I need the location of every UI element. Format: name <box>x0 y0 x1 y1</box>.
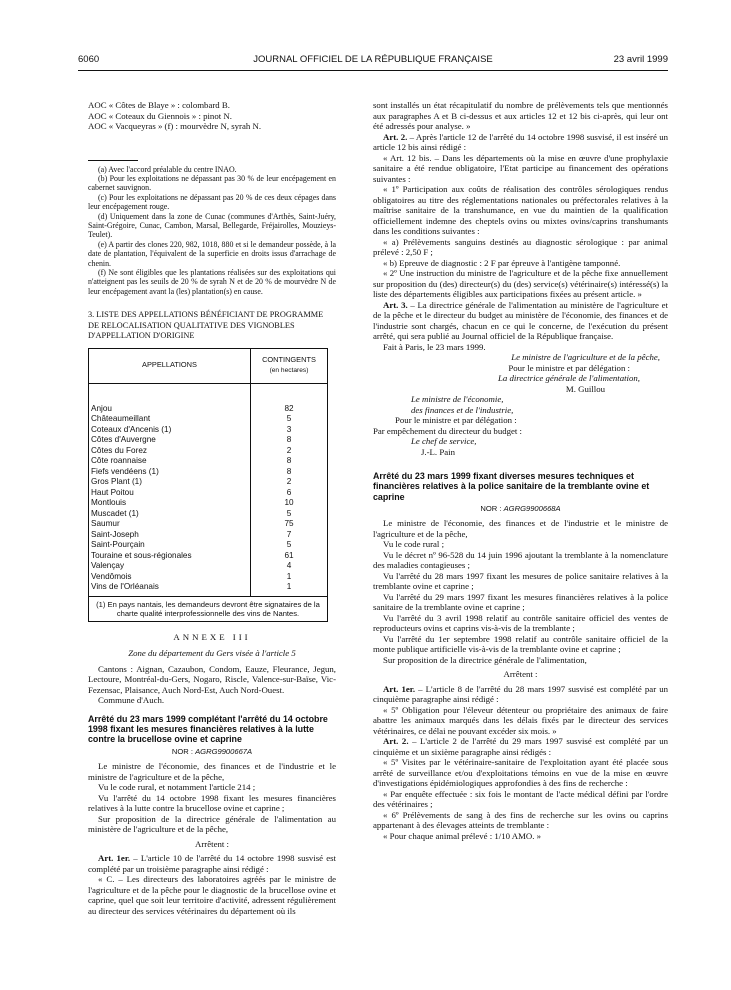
article-3: Art. 3. – La directrice générale de l'alimentation au ministère de l'agriculture et de la pêche et le directeur du budget au ministère de l'économie, des finances et de l'industrie sont chargés, chacun en ce qui le concerne, de l'exécution du présent arrêté, qui sera publié au Journal officiel de la République française. <box>373 299 668 341</box>
quote-6: « 6º Prélèvements de sang à des fins de recherche sur les ovins ou caprins appartenant à des élevages atteints de tremblante : <box>373 809 668 831</box>
footnote: (c) Pour les exploitations ne dépassant pas 20 % de ces deux cépages dans leur encépagement rouge. <box>88 192 336 212</box>
aoc-line: AOC « Coteaux du Giennois » : pinot N. <box>88 110 232 121</box>
footnote: (d) Uniquement dans la zone de Cunac (communes d'Arthès, Saint-Juéry, Saint-Grégoire, Cunac, Cambon, Marsal, Bellegarde, Fréjairolles, Mouzieys-Teulet). <box>88 211 336 240</box>
table-row: Côtes d'Auvergne 8 <box>89 435 328 446</box>
table-row: Anjou 82 <box>89 404 328 415</box>
footnote: (b) Pour les exploitations ne dépassant pas 30 % de leur encépagement en cabernet sauvignon. <box>88 173 336 193</box>
table-note: (1) En pays nantais, les demandeurs devront être signataires de la charte qualité interprofessionnelle des vins de Nantes. <box>89 596 328 621</box>
table-row: Vins de l'Orléanais 1 <box>89 582 328 596</box>
cantons-list: Cantons : Aignan, Cazaubon, Condom, Eauze, Fleurance, Jegun, Lectoure, Montréal-du-Gers, Nogaro, Riscle, Valence-sur-Baïse, Vic-Fezensac, Plaisance, Auch Nord-Est, Auch Nord-Ouest. <box>88 663 336 695</box>
paragraph: Vu l'arrêté du 14 octobre 1998 fixant les mesures financières relatives à la lutte contre la brucellose ovine et caprine ; <box>88 792 336 814</box>
table-row: Muscadet (1) 5 <box>89 509 328 520</box>
paragraph: Vu le décret nº 96-528 du 14 juin 1996 ajoutant la tremblante à la nomenclature des maladies contagieuses ; <box>373 549 668 571</box>
paragraph-1: « 1º Participation aux coûts de réalisation des contrôles sérologiques rendus obligatoires au titre des réglementations nationales ou préfectorales relatives à la maîtrise sanitaire de la transhumance, en vue du maintien de la qualification officiellement indemne des cheptels ovins ou mixtes ovins/caprins transhumants dans les conditions suivantes : <box>373 184 668 236</box>
paragraph-b: « b) Epreuve de diagnostic : 2 F par épreuve à l'antigène tamponné. <box>383 257 621 268</box>
paragraph-a: « a) Prélèvements sanguins destinés au diagnostic sérologique : par animal prélevé : 2,50 F ; <box>373 236 668 257</box>
page-number: 6060 <box>78 54 100 65</box>
section-3-title: 3. LISTE DES APPELLATIONS BÉNÉFICIANT DE PROGRAMME DE RELOCALISATION QUALITATIVE DES VIGNOBLES D'APPELLATION D'ORIGINE <box>88 310 324 341</box>
table-row: Fiefs vendéens (1) 8 <box>89 467 328 478</box>
annexe-title: ANNEXE III <box>173 631 251 642</box>
aoc-line: AOC « Côtes de Blaye » : colombard B. <box>88 100 230 110</box>
quote-5a: « Par enquête effectuée : six fois le montant de l'acte médical défini par l'ordre des vétérinaires ; <box>373 788 668 810</box>
table-row: Valençay 4 <box>89 561 328 572</box>
paragraph-2: « 2º Une instruction du ministre de l'agriculture et de la pêche fixe annuellement sur proposition du (des) directeur(s) du (des) service(s) vétérinaire(s) intéressé(s) la liste des départements éligibles aux participations fixées au présent article. » <box>373 268 668 299</box>
arrete-2-nor: NOR : AGRG9900668A <box>480 503 561 513</box>
quote-5: « 5º Visites par le vétérinaire-sanitaire de l'exploitation ayant été placée sous arrêté de surveillance et/ou d'exploitations témoins en vue de la mise en œuvre d'investigations épidémiologiques approfondies à des fins de recherche : <box>373 757 668 789</box>
table-row: Saint-Pourçain 5 <box>89 540 328 551</box>
table-row: Vendômois 1 <box>89 572 328 583</box>
page-header <box>78 54 668 68</box>
paragraph: Vu le code rural, et notamment l'article 214 ; <box>98 782 256 793</box>
article-1: Art. 1er. – L'article 10 de l'arrêté du 14 octobre 1998 susvisé est complété par un troisième paragraphe ainsi rédigé : <box>88 853 337 874</box>
commune-line: Commune d'Auch. <box>98 695 165 706</box>
paragraph: Vu le code rural ; <box>383 539 445 550</box>
table-header-appellations: APPELLATIONS <box>89 348 251 383</box>
article-1-quote: « C. – Les directeurs des laboratoires agréés par le ministre de l'agriculture et de la pêche pour le diagnostic de la brucellose ovine et caprine, quel que soit leur territoire d'activité, adressent régulièrement au directeur des services vétérinaires du département où ils <box>88 874 336 916</box>
arrete-1-nor: NOR : AGRG9900667A <box>171 746 253 756</box>
table-row: Châteaumeillant 5 <box>89 414 328 425</box>
paragraph: Le ministre de l'économie, des finances et de l'industrie et le ministre de l'agriculture et de la pêche, <box>373 518 668 539</box>
table-row: Montlouis 10 <box>89 498 328 509</box>
article-1b-quote: « 5º Obligation pour l'éleveur détenteur ou propriétaire des animaux de faire abattre les animaux marqués dans les délais fixés par le directeur des services vétérinaires, ce délai ne pouvant excéder six mois. » <box>373 704 668 736</box>
table-row: Saumur 75 <box>89 519 328 530</box>
fait-line: Fait à Paris, le 23 mars 1999. <box>383 341 486 352</box>
table-row: Coteaux d'Ancenis (1) 3 <box>89 425 328 436</box>
arrete-1-title: Arrêté du 23 mars 1999 complétant l'arrêté du 14 octobre 1998 fixant les mesures financières relatives à la lutte contre la brucellose ovine et caprine <box>88 713 328 745</box>
aoc-list <box>88 100 336 132</box>
table-row: Touraine et sous-régionales 61 <box>89 551 328 562</box>
footnote: (f) Ne sont éligibles que les plantations réalisées sur des exploitations qui n'atteignent pas les seuils de 20 % de syrah N et de 20 % de mourvèdre N de leur encépagement avant la (les) plantation(s) en cause. <box>88 267 336 296</box>
table-row: Saint-Joseph 7 <box>89 530 328 541</box>
annexe-subtitle: Zone du département du Gers visée à l'article 5 <box>128 648 296 659</box>
table-row: Gros Plant (1) 2 <box>89 477 328 488</box>
paragraph: Vu l'arrêté du 29 mars 1997 fixant les mesures financières relatives à la police sanitaire de la tremblante ovine et caprine ; <box>373 591 668 613</box>
signature-block-2: Le ministre de l'économie, des finances et de l'industrie, Pour le ministre et par délégation : Par empêchement du directeur du budget : Le chef de service, J.-L. Pain <box>373 394 523 457</box>
arrete-2-title: Arrêté du 23 mars 1999 fixant diverses mesures techniques et financières relatives à la police sanitaire de la tremblante ovine et caprine <box>373 471 650 502</box>
paragraph: Vu l'arrêté du 28 mars 1997 fixant les mesures de police sanitaire relatives à la tremblante ovine et caprine ; <box>373 570 668 592</box>
appellations-table <box>88 348 328 622</box>
arretent-line: Arrêtent : <box>503 669 538 680</box>
paragraph: Sur proposition de la directrice générale de l'alimentation, <box>383 654 587 665</box>
paragraph: Vu l'arrêté du 1er septembre 1998 relatif au contrôle sanitaire officiel de la monte publique artificielle vis-à-vis de la tremblante ovine et caprine ; <box>373 633 668 655</box>
continued-text: sont installés un état récapitulatif du nombre de prélèvements tels que mentionnés aux paragraphes A et B ci-dessus et aux articles 12 et 12 bis ci-après, qui leur ont été adressés pour analyse. » <box>373 100 668 131</box>
left-column <box>88 100 336 916</box>
arretent-line: Arrêtent : <box>195 838 229 849</box>
header-rule <box>78 70 668 71</box>
article-1b: Art. 1er. – L'article 8 de l'arrêté du 28 mars 1997 susvisé est complété par un cinquième paragraphe ainsi rédigé : <box>373 683 668 705</box>
footnote: (e) A partir des clones 220, 982, 1018, 880 et si le demandeur possède, à la date de plantation, l'équivalent de la superficie en droits issus d'arrachage de chenin. <box>88 239 336 268</box>
footnote: (a) Avec l'accord préalable du centre INAO. <box>98 164 237 174</box>
paragraph: Vu l'arrêté du 3 avril 1998 relatif au contrôle sanitaire officiel des ventes de reproducteurs ovins et caprins vis-à-vis de la tremblante ; <box>373 612 668 634</box>
paragraph: Sur proposition de la directrice générale de l'alimentation au ministère de l'agriculture et de la pêche, <box>88 813 336 835</box>
quote-6a: « Pour chaque animal prélevé : 1/10 AMO. » <box>383 830 542 841</box>
footnote-separator <box>88 160 138 161</box>
article-2: Art. 2. – Après l'article 12 de l'arrêté du 14 octobre 1998 susvisé, il est inséré un article 12 bis ainsi rédigé : <box>373 131 669 152</box>
right-column <box>373 100 668 841</box>
table-row: Côte roannaise 8 <box>89 456 328 467</box>
aoc-line: AOC « Vacqueyras » (f) : mourvèdre N, syrah N. <box>88 121 262 131</box>
signature-block-1: Le ministre de l'agriculture et de la pêche, Pour le ministre et par délégation : La directrice générale de l'alimentation, M. Guillou <box>497 352 660 394</box>
article-2b: Art. 2. – L'article 2 de l'arrêté du 29 mars 1997 susvisé est complété par un cinquième et un sixième paragraphe ainsi rédigés : <box>373 736 668 757</box>
table-row: Haut Poitou 6 <box>89 488 328 499</box>
article-12bis: « Art. 12 bis. – Dans les départements où la mise en œuvre d'une prophylaxie sanitaire a été rendue obligatoire, l'Etat participe au financement des opérations suivantes : <box>373 152 668 184</box>
issue-date: 23 avril 1999 <box>613 54 668 65</box>
paragraph: Le ministre de l'économie, des finances et de l'industrie et le ministre de l'agriculture et de la pêche, <box>88 761 336 782</box>
journal-title: JOURNAL OFFICIEL DE LA RÉPUBLIQUE FRANÇAISE <box>253 54 493 65</box>
table-row: Côtes du Forez 2 <box>89 446 328 457</box>
table-header-contingents: CONTINGENTS (en hectares) <box>251 348 328 383</box>
